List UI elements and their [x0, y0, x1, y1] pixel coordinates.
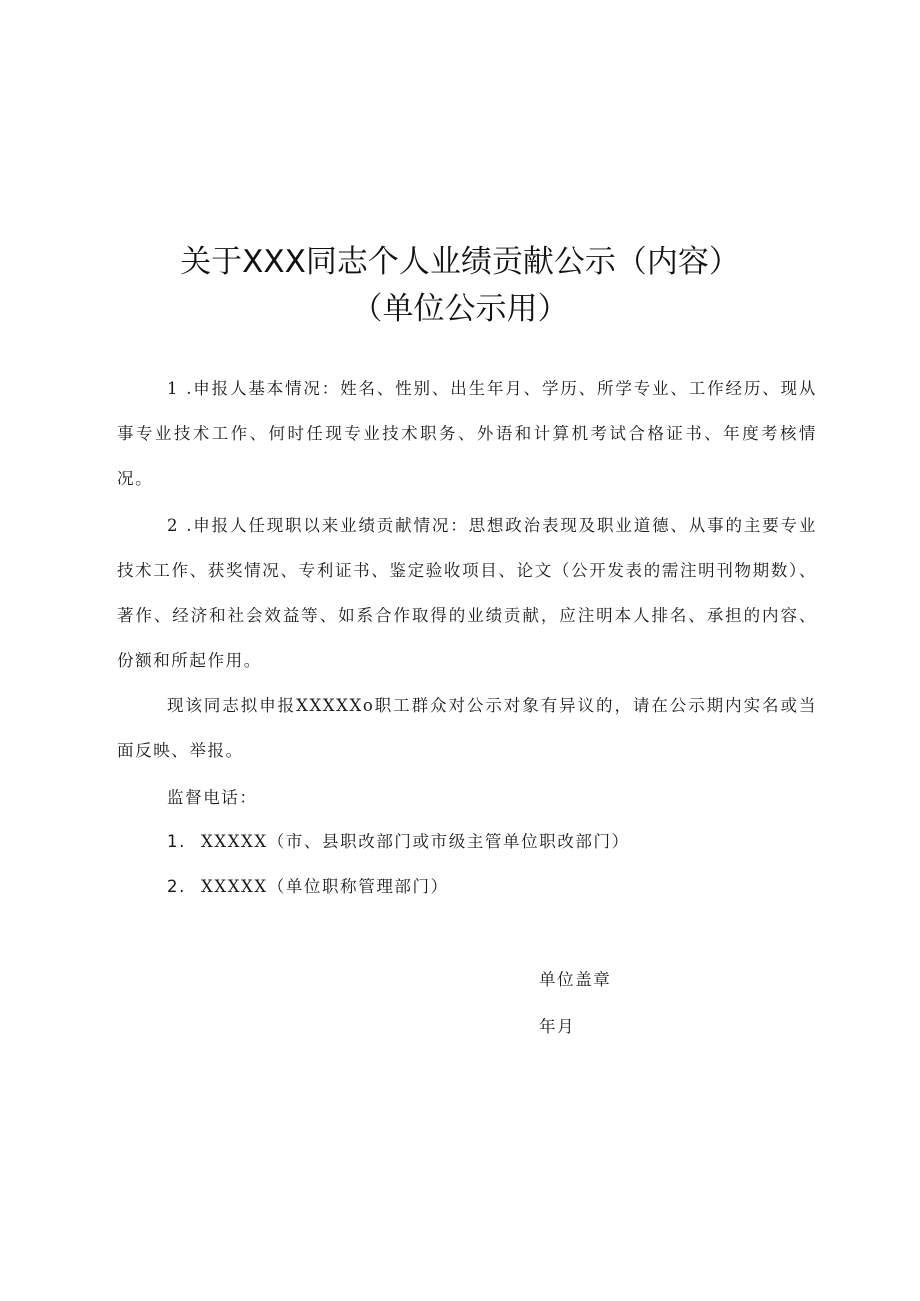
contact-number: 1. [167, 832, 186, 851]
supervision-phone-label: 监督电话： [167, 788, 258, 807]
contact-text: XXXXX（市、县职改部门或市级主管单位职改部门） [201, 832, 630, 851]
contact-item [167, 873, 449, 897]
paragraph-text: 2 .申报人任现职以来业绩贡献情况：思想政治表现及职业道德、从事的主要专业技术工作、获奖情况、专利证书、鉴定验收项目、论文（公开发表的需注明刊物期数）、著作、经济和社会效益等、如系合作取得的业绩贡献，应注明本人排名、承担的内容、份额和所起作用。 [117, 516, 817, 670]
paragraph-achievements [117, 503, 817, 683]
contact-item [167, 828, 630, 852]
contact-text: XXXXX（单位职称管理部门） [201, 877, 449, 896]
date-label: 年月 [539, 1017, 576, 1036]
document-title: 关于XXX同志个人业绩贡献公示（内容） [180, 244, 740, 280]
paragraph-applicant-basic-info [117, 366, 817, 501]
document-subtitle: （单位公示用） [351, 291, 569, 327]
paragraph-text: 1 .申报人基本情况：姓名、性别、出生年月、学历、所学专业、工作经历、现从事专业技术工作、何时任现专业技术职务、外语和计算机考试合格证书、年度考核情况。 [117, 379, 817, 488]
unit-seal-label: 单位盖章 [539, 970, 612, 989]
paragraph-objection-notice [117, 683, 817, 773]
paragraph-text: 现该同志拟申报XXXXXo职工群众对公示对象有异议的，请在公示期内实名或当面反映、举报。 [117, 696, 817, 760]
contact-number: 2. [167, 877, 186, 896]
